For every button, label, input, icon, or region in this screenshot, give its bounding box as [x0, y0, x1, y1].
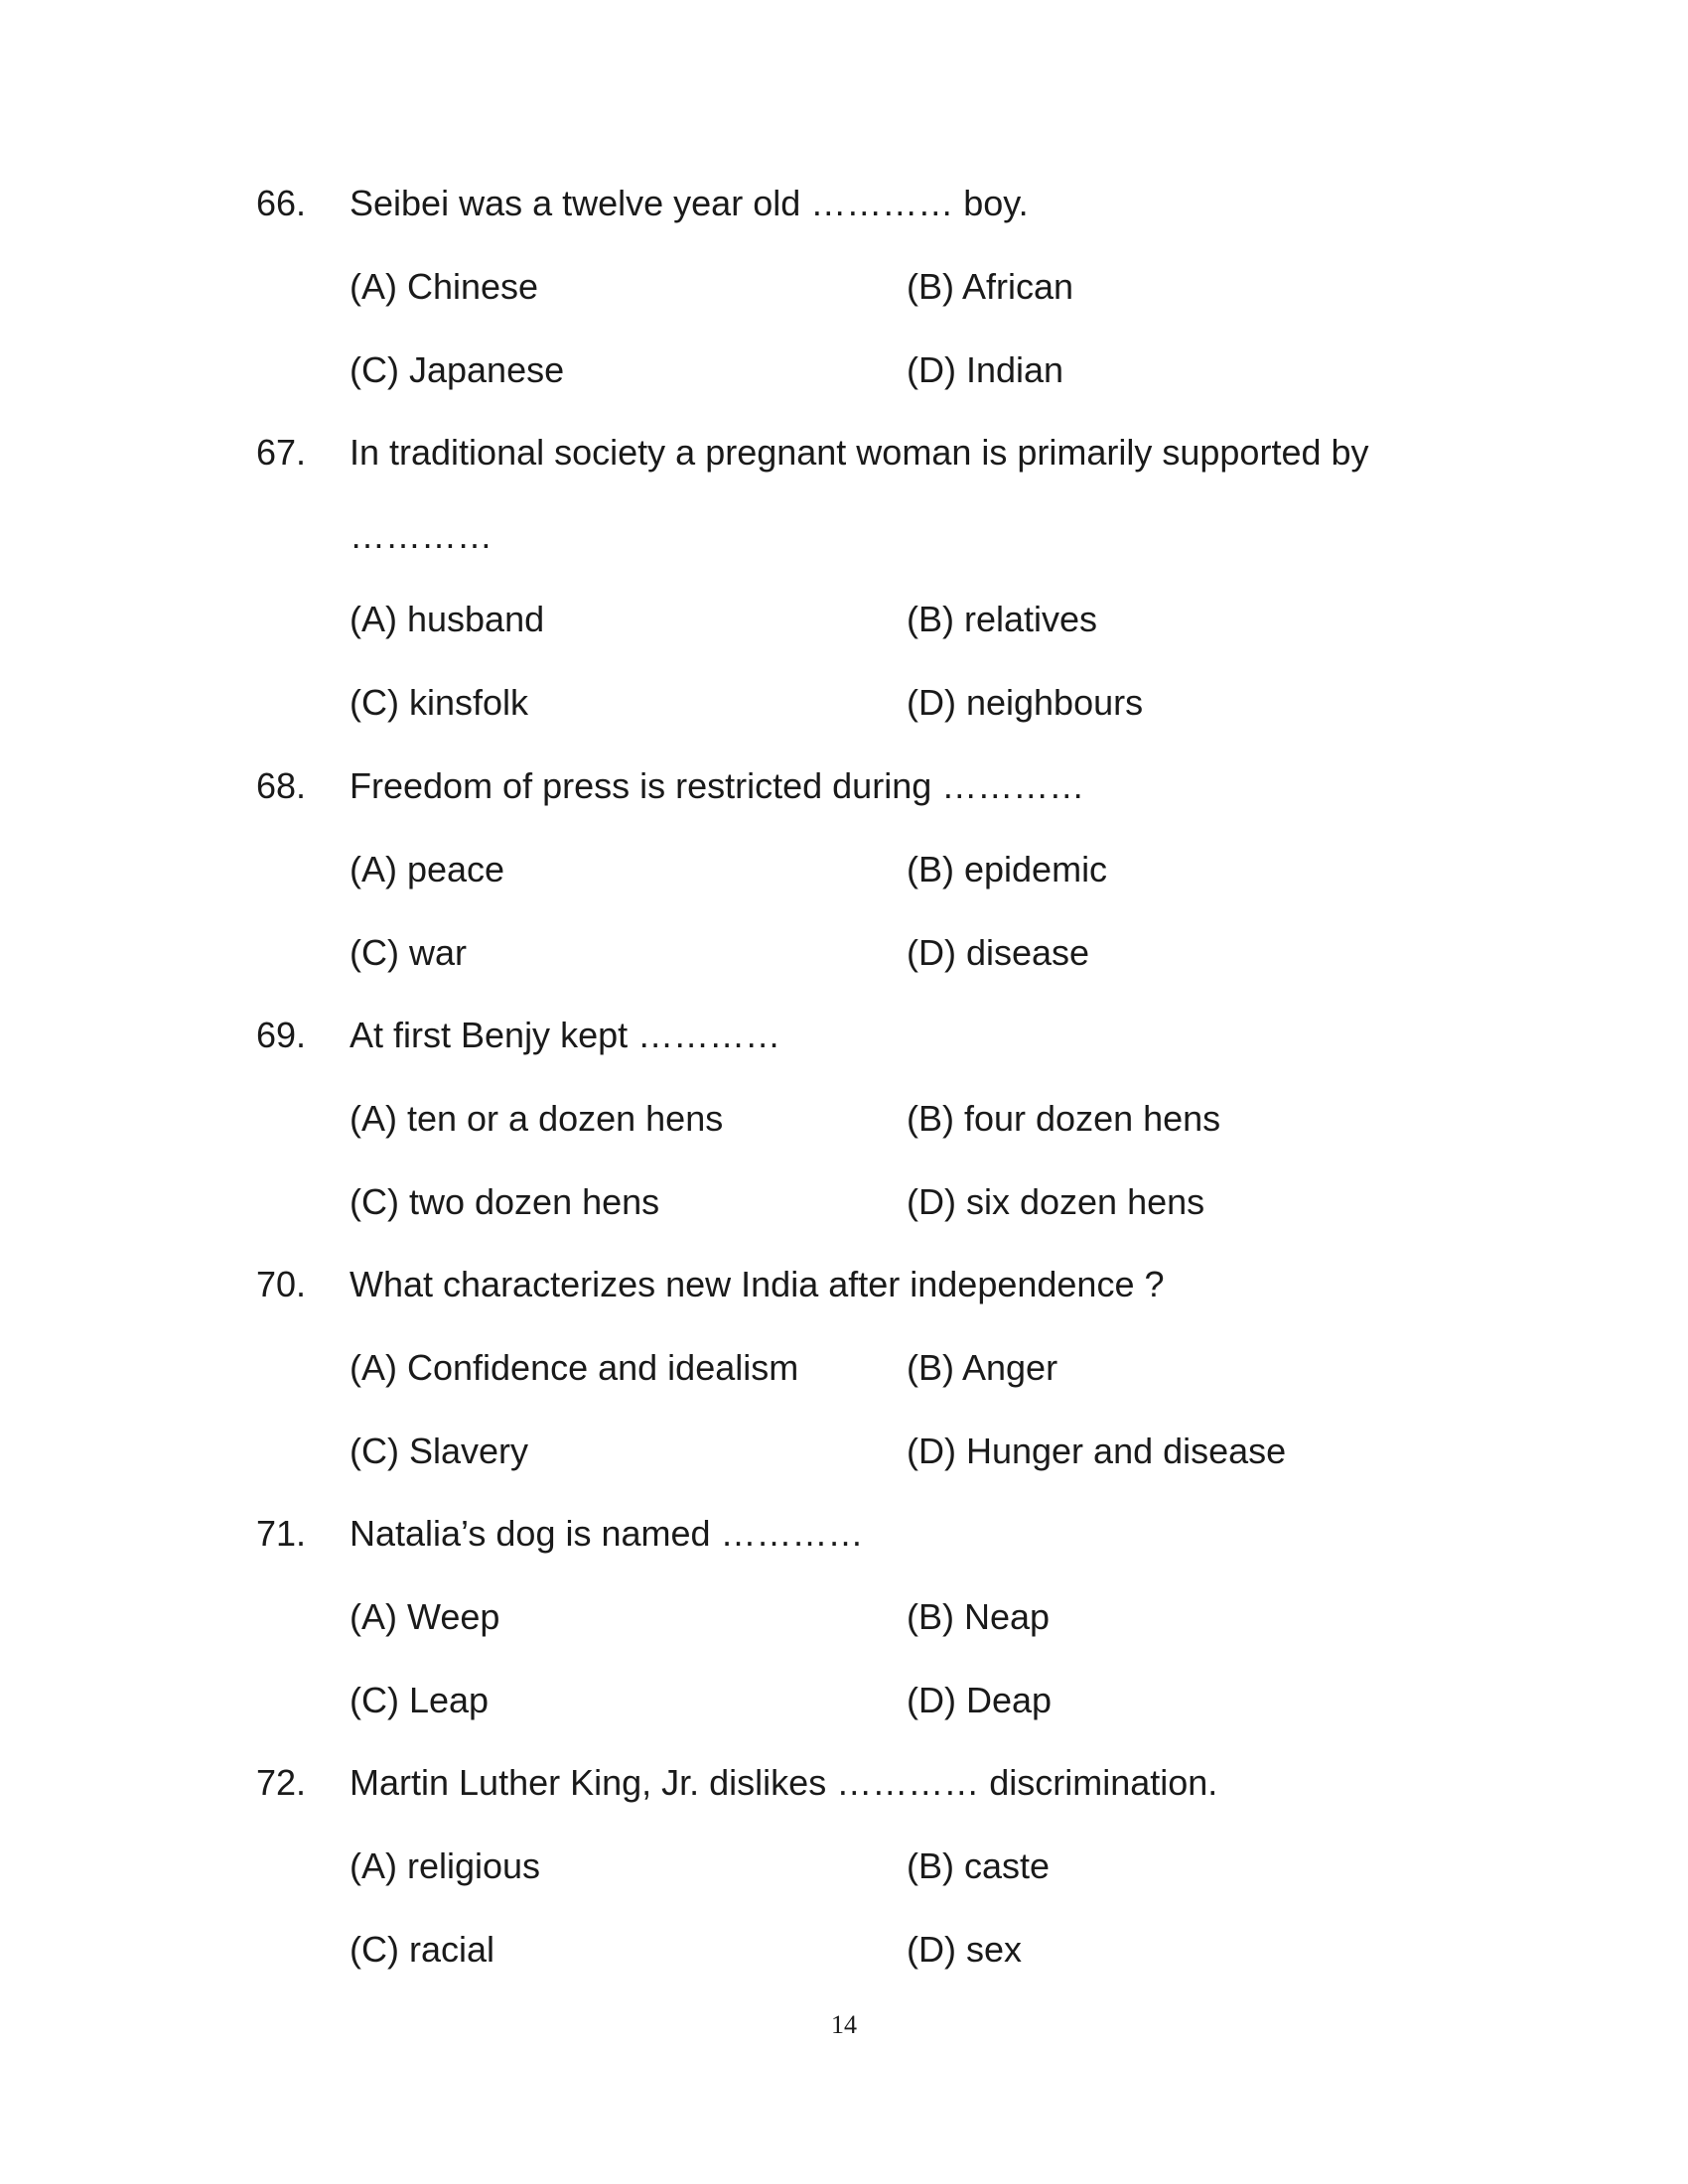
- option-a: (A) religious: [350, 1845, 541, 1886]
- option-a: (A) Weep: [350, 1596, 500, 1637]
- option-a: (A) Chinese: [350, 266, 539, 307]
- option-c: (C) Leap: [350, 1680, 490, 1720]
- question-number: 69.: [256, 1015, 307, 1055]
- question-number: 70.: [256, 1264, 307, 1304]
- option-b: (B) epidemic: [907, 849, 1108, 889]
- question-number: 68.: [256, 765, 307, 806]
- option-d: (D) sex: [907, 1929, 1022, 1970]
- question-text: At first Benjy kept …………: [350, 1015, 781, 1055]
- question-text: Martin Luther King, Jr. dislikes ………… discrimination.: [350, 1762, 1218, 1803]
- question-text: Seibei was a twelve year old ………… boy.: [350, 183, 1029, 223]
- option-a: (A) Confidence and idealism: [350, 1347, 799, 1388]
- option-c: (C) war: [350, 932, 467, 973]
- option-b: (B) caste: [907, 1845, 1051, 1886]
- option-c: (C) Slavery: [350, 1431, 529, 1471]
- question-text: Freedom of press is restricted during …………: [350, 765, 1085, 806]
- question-text: Natalia’s dog is named …………: [350, 1513, 864, 1554]
- question-text-continuation: …………: [350, 515, 492, 556]
- question-number: 71.: [256, 1513, 307, 1554]
- option-d: (D) neighbours: [907, 682, 1144, 723]
- question-text: What characterizes new India after independence ?: [350, 1264, 1165, 1304]
- option-d: (D) Deap: [907, 1680, 1053, 1720]
- question-number: 67.: [256, 432, 307, 473]
- option-b: (B) relatives: [907, 599, 1098, 639]
- option-a: (A) husband: [350, 599, 545, 639]
- question-number: 66.: [256, 183, 307, 223]
- option-c: (C) Japanese: [350, 349, 565, 390]
- page-number: 14: [831, 2010, 857, 2039]
- option-a: (A) peace: [350, 849, 505, 889]
- option-b: (B) African: [907, 266, 1074, 307]
- option-c: (C) kinsfolk: [350, 682, 529, 723]
- question-text: In traditional society a pregnant woman is primarily supported by: [350, 432, 1369, 473]
- question-number: 72.: [256, 1762, 307, 1803]
- option-c: (C) racial: [350, 1929, 495, 1970]
- option-d: (D) Indian: [907, 349, 1064, 390]
- option-b: (B) Anger: [907, 1347, 1058, 1388]
- option-a: (A) ten or a dozen hens: [350, 1098, 724, 1139]
- option-c: (C) two dozen hens: [350, 1181, 660, 1222]
- option-d: (D) disease: [907, 932, 1090, 973]
- option-d: (D) Hunger and disease: [907, 1431, 1287, 1471]
- option-b: (B) Neap: [907, 1596, 1051, 1637]
- option-b: (B) four dozen hens: [907, 1098, 1221, 1139]
- option-d: (D) six dozen hens: [907, 1181, 1205, 1222]
